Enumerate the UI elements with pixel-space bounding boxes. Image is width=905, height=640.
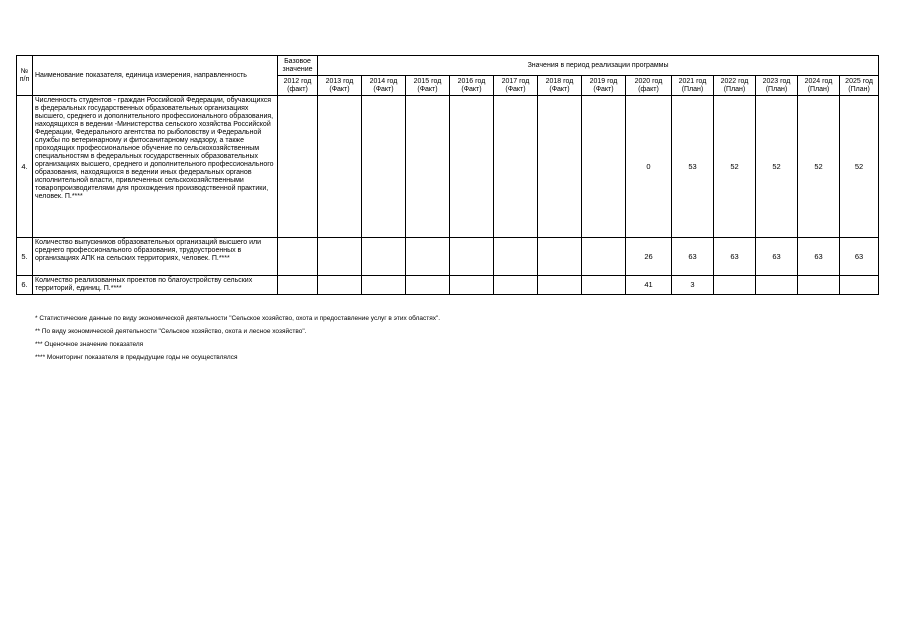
year-header: [538, 76, 582, 96]
year-kind: (Факт): [461, 85, 482, 93]
row-index: 4.: [17, 96, 33, 238]
row-index: 6.: [17, 276, 33, 295]
year-kind: (Факт): [373, 85, 394, 93]
row-description: Количество выпускников образовательных организаций высшего или среднего профессионального образования, трудоустроенных в организациях АПК на сельских территориях, человек. П.****: [33, 238, 278, 276]
value-cell: 52: [840, 96, 879, 238]
value-cell: [494, 96, 538, 238]
value-cell: 41: [626, 276, 672, 295]
year-kind: (Факт): [549, 85, 570, 93]
value-cell: [278, 96, 318, 238]
year-label: 2016 год: [457, 77, 486, 85]
value-cell: 52: [756, 96, 798, 238]
footnote: ** По виду экономической деятельности "Сельское хозяйство, охота и лесное хозяйство".: [35, 328, 307, 335]
year-label: 2018 год: [545, 77, 574, 85]
table-row: [17, 276, 879, 295]
year-header: [756, 76, 798, 96]
value-cell: [362, 238, 406, 276]
year-label: 2015 год: [413, 77, 442, 85]
year-header: [672, 76, 714, 96]
value-cell: 52: [798, 96, 840, 238]
value-cell: 63: [672, 238, 714, 276]
value-cell: 63: [714, 238, 756, 276]
row-index: 5.: [17, 238, 33, 276]
year-label: 2012 год: [283, 77, 312, 85]
value-cell: [362, 276, 406, 295]
value-cell: [406, 276, 450, 295]
value-cell: [450, 276, 494, 295]
header-num: № п/п: [17, 56, 33, 96]
row-description: Численность студентов - граждан Российской Федерации, обучающихся в федеральных государственных образовательных организациях высшего, среднего и дополнительного профессионального образования, находящихся в ведении -Министерства сельского хозяйства Российской Федерации, Федерального агентства по рыболовству и Федеральной службы по ветеринарному и фитосанитарному надзору, а также проходящих профессиональное обучение по сельскохозяйственным специальностям в федеральных государственных образовательных организациях высшего, среднего и дополнительного профессионального образования, находящихся в ведении иных федеральных органов исполнительной власти, привлеченных сельскохозяйственными товаропроизводителями для прохождения производственной практики, человек. П.****: [33, 96, 278, 238]
indicator-table-container: [16, 55, 878, 295]
value-cell: 0: [626, 96, 672, 238]
table-row: [17, 96, 879, 238]
year-kind: (факт): [638, 85, 659, 93]
value-cell: 63: [756, 238, 798, 276]
year-kind: (Факт): [417, 85, 438, 93]
year-header: [798, 76, 840, 96]
year-header: [362, 76, 406, 96]
value-cell: [406, 96, 450, 238]
value-cell: [318, 96, 362, 238]
year-kind: (Факт): [593, 85, 614, 93]
year-header: [278, 76, 318, 96]
year-header: [318, 76, 362, 96]
year-kind: (План): [681, 85, 704, 93]
value-cell: [494, 276, 538, 295]
row-description: Количество реализованных проектов по благоустройству сельских территорий, единиц. П.****: [33, 276, 278, 295]
value-cell: [840, 276, 879, 295]
value-cell: [494, 238, 538, 276]
year-header: [840, 76, 879, 96]
header-name: Наименование показателя, единица измерения, направленность: [33, 56, 278, 96]
value-cell: [538, 238, 582, 276]
year-kind: (План): [848, 85, 870, 93]
value-cell: 52: [714, 96, 756, 238]
value-cell: [278, 276, 318, 295]
year-label: 2024 год: [804, 77, 833, 85]
value-cell: [582, 96, 626, 238]
value-cell: [318, 276, 362, 295]
year-label: 2025 год: [845, 77, 873, 85]
value-cell: [714, 276, 756, 295]
value-cell: 3: [672, 276, 714, 295]
year-label: 2022 год: [720, 77, 749, 85]
year-header: [626, 76, 672, 96]
header-period: Значения в период реализации программы: [318, 56, 879, 76]
value-cell: [798, 276, 840, 295]
year-kind: (Факт): [329, 85, 350, 93]
year-header: [450, 76, 494, 96]
value-cell: 26: [626, 238, 672, 276]
value-cell: [450, 238, 494, 276]
value-cell: [450, 96, 494, 238]
year-header: [714, 76, 756, 96]
year-label: 2014 год: [369, 77, 398, 85]
year-header: [582, 76, 626, 96]
value-cell: [756, 276, 798, 295]
value-cell: 63: [840, 238, 879, 276]
year-label: 2020 год: [634, 77, 663, 85]
table-row: [17, 238, 879, 276]
value-cell: [538, 276, 582, 295]
value-cell: 63: [798, 238, 840, 276]
value-cell: [318, 238, 362, 276]
year-kind: (План): [723, 85, 746, 93]
header-base: Базовое значение: [278, 56, 318, 76]
value-cell: [538, 96, 582, 238]
year-label: 2013 год: [325, 77, 354, 85]
year-header: [494, 76, 538, 96]
value-cell: [582, 238, 626, 276]
year-kind: (План): [765, 85, 788, 93]
year-label: 2019 год: [589, 77, 618, 85]
value-cell: [278, 238, 318, 276]
year-label: 2023 год: [762, 77, 791, 85]
value-cell: [362, 96, 406, 238]
footnote: **** Мониторинг показателя в предыдущие годы не осуществлялся: [35, 354, 238, 361]
footnote: *** Оценочное значение показателя: [35, 341, 144, 348]
value-cell: 53: [672, 96, 714, 238]
value-cell: [406, 238, 450, 276]
year-kind: (факт): [287, 85, 308, 93]
year-header: [406, 76, 450, 96]
indicator-table: [16, 55, 879, 295]
value-cell: [582, 276, 626, 295]
table-body: [17, 96, 879, 295]
year-kind: (План): [807, 85, 830, 93]
year-label: 2017 год: [501, 77, 530, 85]
footnote: * Статистические данные по виду экономической деятельности "Сельское хозяйство, охота и предоставление услуг в этих областях".: [35, 315, 441, 322]
year-label: 2021 год: [678, 77, 707, 85]
year-kind: (Факт): [505, 85, 526, 93]
